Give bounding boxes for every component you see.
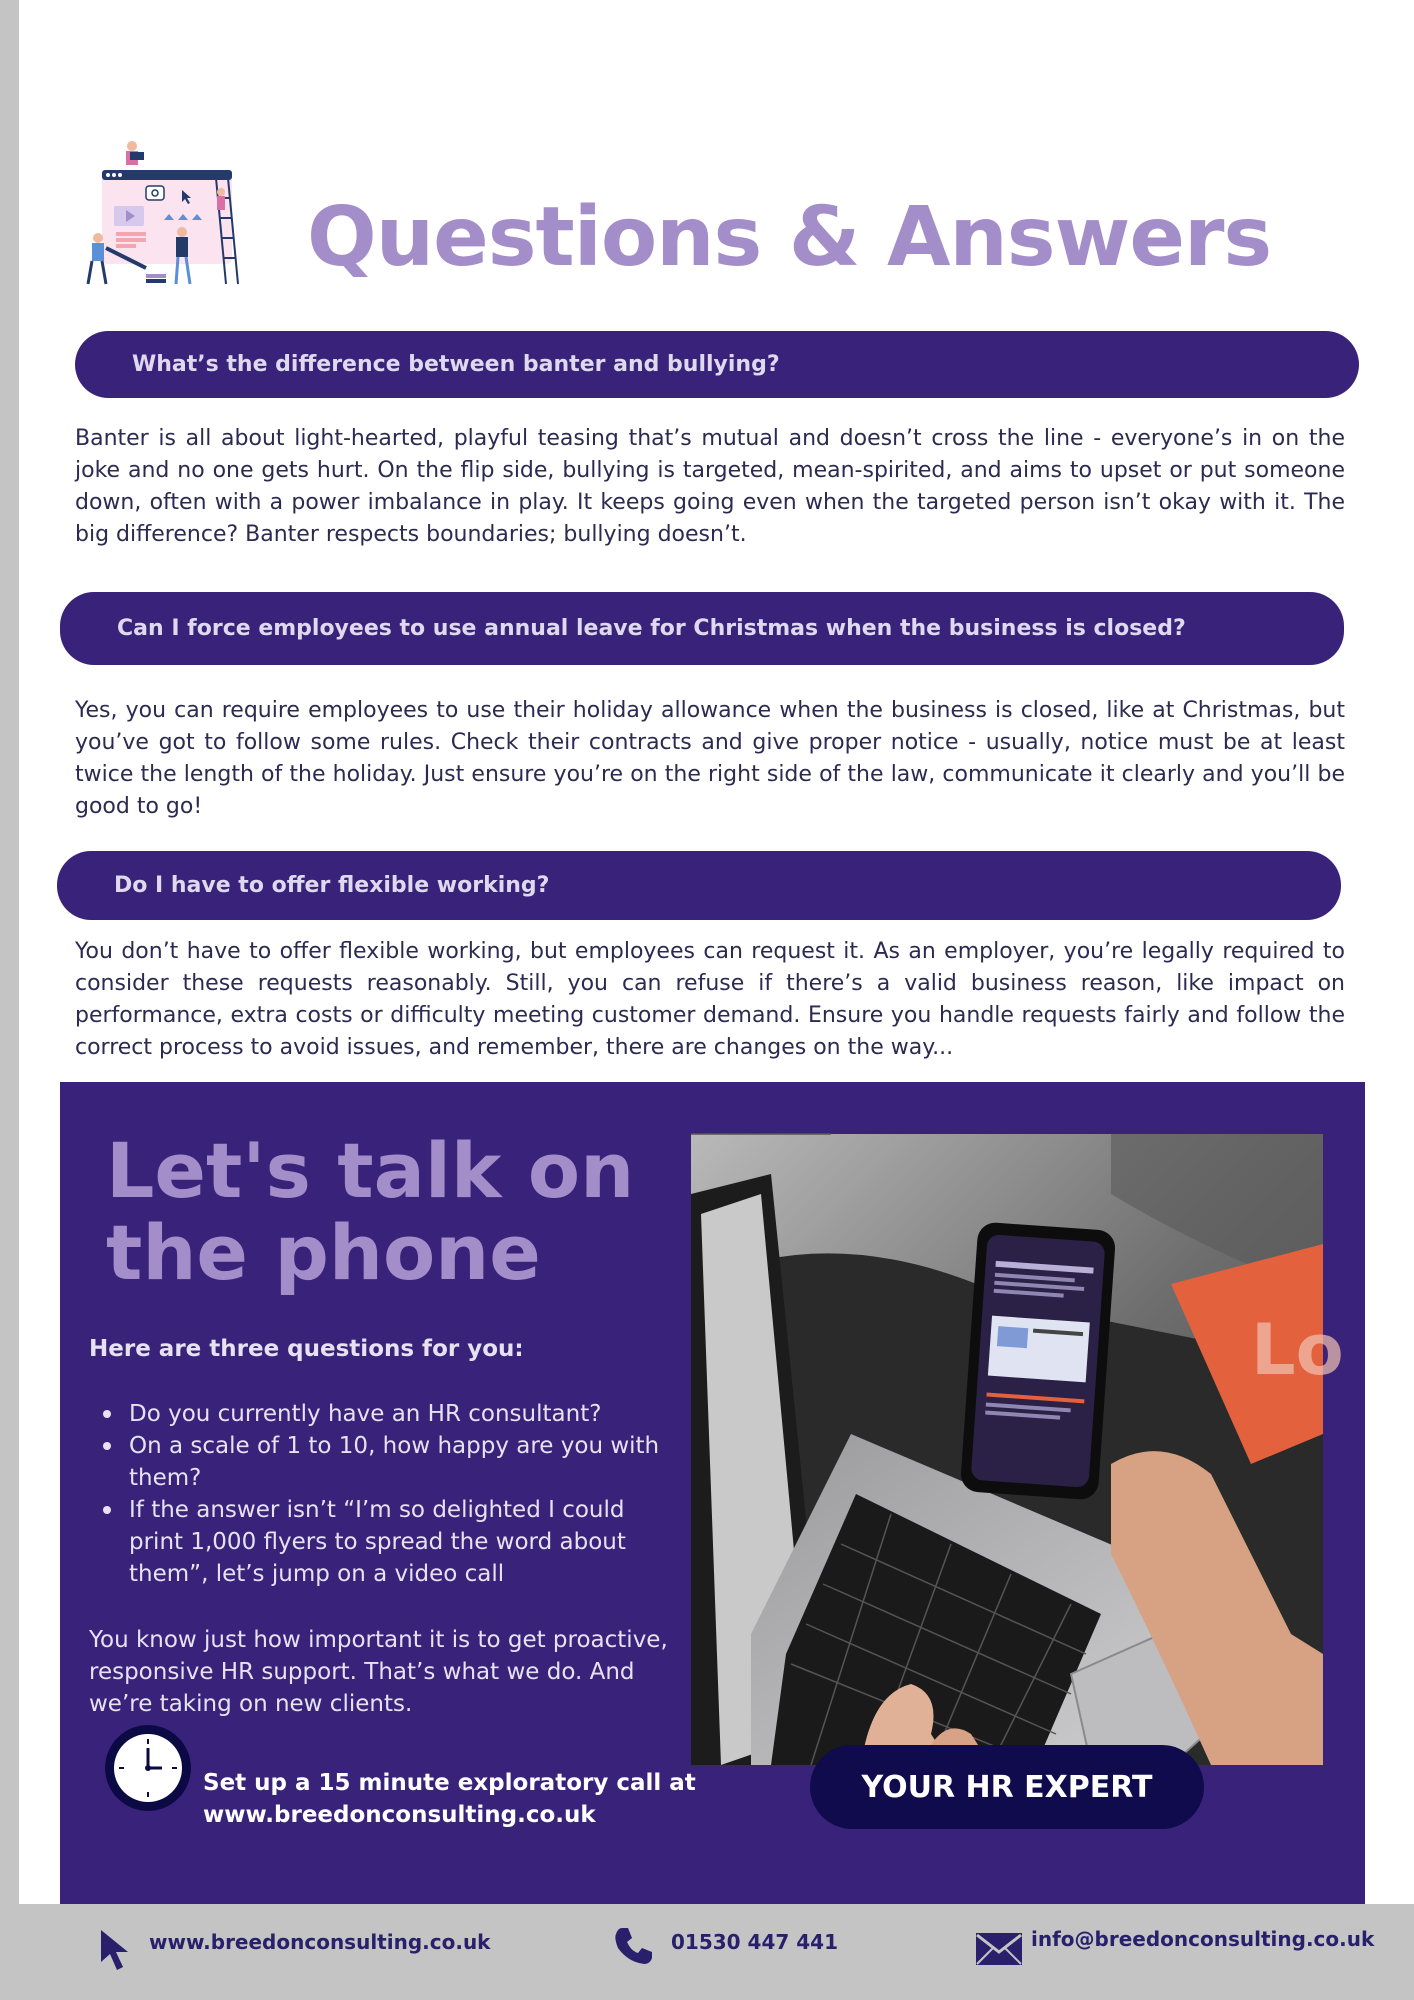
svg-text:Lo: Lo <box>1251 1309 1344 1391</box>
cta-title: Let's talk on the phone <box>106 1126 635 1297</box>
call-link-text[interactable] <box>203 1767 696 1831</box>
footer-phone-link[interactable]: 01530 447 441 <box>671 1930 839 1954</box>
list-item: On a scale of 1 to 10, how happy are you with them? <box>89 1430 679 1494</box>
question-text: What’s the difference between banter and bullying? <box>132 352 780 377</box>
cursor-icon <box>99 1928 131 1972</box>
cta-body-text: You know just how important it is to get proactive, responsive HR support. That’s what we do. And we’re taking on new clients. <box>89 1627 668 1717</box>
answer-text-2: Yes, you can require employees to use their holiday allowance when the business is closed, like at Christmas, but you’ve got to follow some rules. Check their contracts and give proper notice - usually, notice must be at least twice the length of the holiday. Just ensure you’re on the right side of the law, communicate it clearly and you’ll be good to go! <box>75 698 1345 819</box>
question-banner-1 <box>75 331 1359 398</box>
phone-icon <box>614 1926 654 1966</box>
call-line-2: www.breedonconsulting.co.uk <box>203 1802 596 1828</box>
footer-website-link[interactable]: www.breedonconsulting.co.uk <box>149 1930 491 1954</box>
question-text: Do I have to offer flexible working? <box>114 873 550 898</box>
cta-question-list <box>89 1398 679 1590</box>
call-line-1: Set up a 15 minute exploratory call at <box>203 1770 696 1796</box>
page-title: Questions & Answers <box>307 190 1272 285</box>
hr-expert-badge: YOUR HR EXPERT <box>810 1745 1204 1829</box>
question-banner-2 <box>60 592 1344 665</box>
laptop-phone-photo <box>691 1134 1344 1765</box>
question-banner-3 <box>57 851 1341 920</box>
web-team-illustration-icon <box>86 138 256 290</box>
answer-text-1: Banter is all about light-hearted, playful teasing that’s mutual and doesn’t cross the line - everyone’s in on the joke and no one gets hurt. On the flip side, bullying is targeted, mean-spirited, and aims to upset or put someone down, often with a power imbalance in play. It keeps going even when the targeted person isn’t okay with it. The big difference? Banter respects boundaries; bullying doesn’t. <box>75 426 1345 547</box>
cta-subtitle: Here are three questions for you: <box>89 1336 524 1362</box>
footer-email-link[interactable]: info@breedonconsulting.co.uk <box>1031 1927 1375 1951</box>
list-item: Do you currently have an HR consultant? <box>89 1398 679 1430</box>
answer-text-3: You don’t have to offer flexible working, but employees can request it. As an employer, you’re legally required to consider these requests reasonably. Still, you can refuse if there’s a valid business reason, like impact on performance, extra costs or difficulty meeting customer demand. Ensure you handle requests fairly and follow the correct process to avoid issues, and remember, there are changes on the way... <box>75 939 1345 1060</box>
clock-icon <box>105 1725 191 1811</box>
mail-icon <box>975 1932 1023 1966</box>
question-text: Can I force employees to use annual leave for Christmas when the business is closed? <box>117 616 1186 641</box>
list-item: If the answer isn’t “I’m so delighted I could print 1,000 flyers to spread the word about them”, let’s jump on a video call <box>89 1494 679 1590</box>
